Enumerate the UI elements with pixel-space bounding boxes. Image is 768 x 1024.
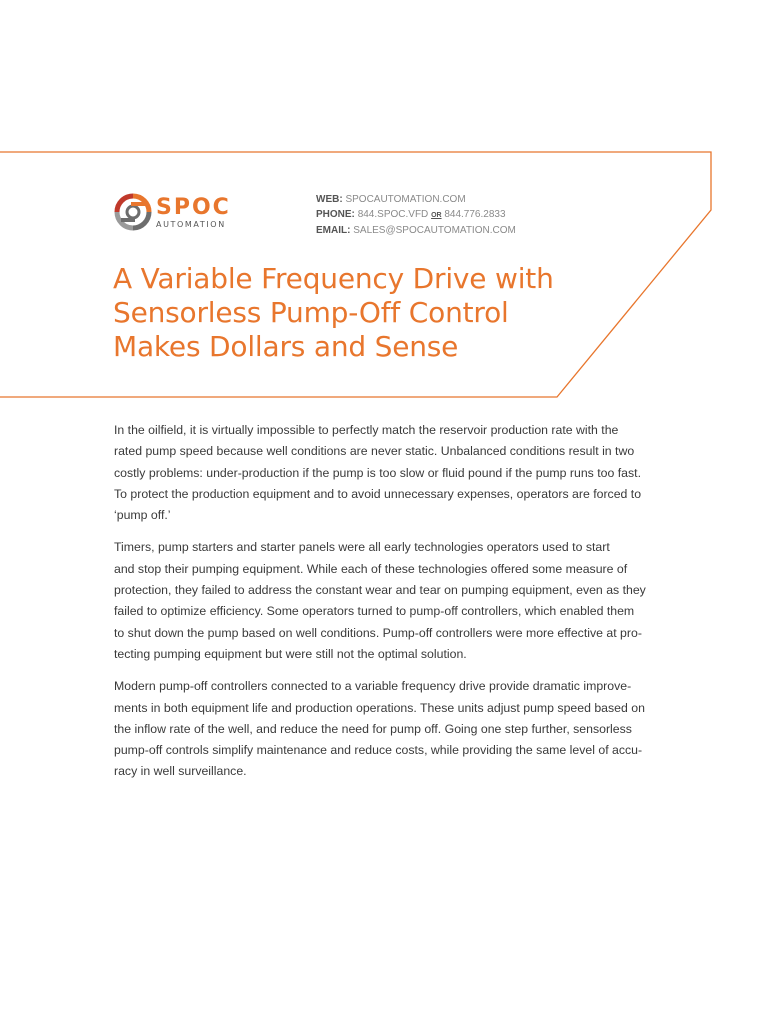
brand-subtitle: AUTOMATION [156,220,226,229]
phone-value-1[interactable]: 844.SPOC.VFD [357,209,429,220]
text-line: racy in well surveillance. [114,764,247,779]
spoc-logo [114,192,244,232]
text-line: rated pump speed because well conditions are never static. Unbalanced conditions result in two [114,444,635,459]
contact-block [316,192,516,238]
text-line: ‘pump off.’ [114,508,171,523]
text-line: Timers, pump starters and starter panels were all early technologies operators used to start [114,540,610,555]
spoc-swirl-logo-icon [114,193,152,231]
email-value[interactable]: SALES@SPOCAUTOMATION.COM [353,225,516,236]
phone-value-2[interactable]: 844.776.2833 [444,209,506,220]
text-line: Modern pump-off controllers connected to a variable frequency drive provide dramatic improve- [114,679,632,694]
paragraph-3 [114,676,660,782]
phone-label: PHONE: [316,209,355,220]
paragraph-1 [114,420,660,526]
web-value[interactable]: SPOCAUTOMATION.COM [345,194,466,205]
text-line: To protect the production equipment and to avoid unnecessary expenses, operators are forced to [114,486,642,501]
text-line: to shut down the pump based on well conditions. Pump-off controllers were more effective at pro- [114,625,642,640]
contact-phone-row [316,207,516,223]
title-line-2: Sensorless Pump-Off Control [113,296,509,329]
text-line: ments in both equipment life and production operations. These units adjust pump speed based on [114,700,645,715]
web-label: WEB: [316,194,343,205]
phone-or: OR [431,212,442,219]
body-text [114,420,660,794]
contact-web-row [316,192,516,207]
text-line: tecting pumping equipment but were still not the optimal solution. [114,646,467,661]
text-line: costly problems: under-production if the pump is too slow or fluid pound if the pump runs too fast. [114,465,641,480]
text-line: the inflow rate of the well, and reduce the need for pump off. Going one step further, sensorless [114,721,632,736]
brand-name: SPOC [156,195,231,220]
contact-email-row [316,223,516,238]
document-title [113,262,613,364]
paragraph-2 [114,537,660,665]
title-line-3: Makes Dollars and Sense [113,330,459,363]
text-line: In the oilfield, it is virtually impossible to perfectly match the reservoir production rate with the [114,423,619,437]
text-line: and stop their pumping equipment. While each of these technologies offered some measure of [114,561,628,576]
title-line-1: A Variable Frequency Drive with [113,262,554,295]
email-label: EMAIL: [316,225,351,236]
text-line: failed to optimize efficiency. Some operators turned to pump-off controllers, which enabled them [114,604,635,619]
text-line: protection, they failed to address the constant wear and tear on pumping equipment, even as they [114,583,646,598]
text-line: pump-off controls simplify maintenance and reduce costs, while providing the same level of accu- [114,743,643,758]
